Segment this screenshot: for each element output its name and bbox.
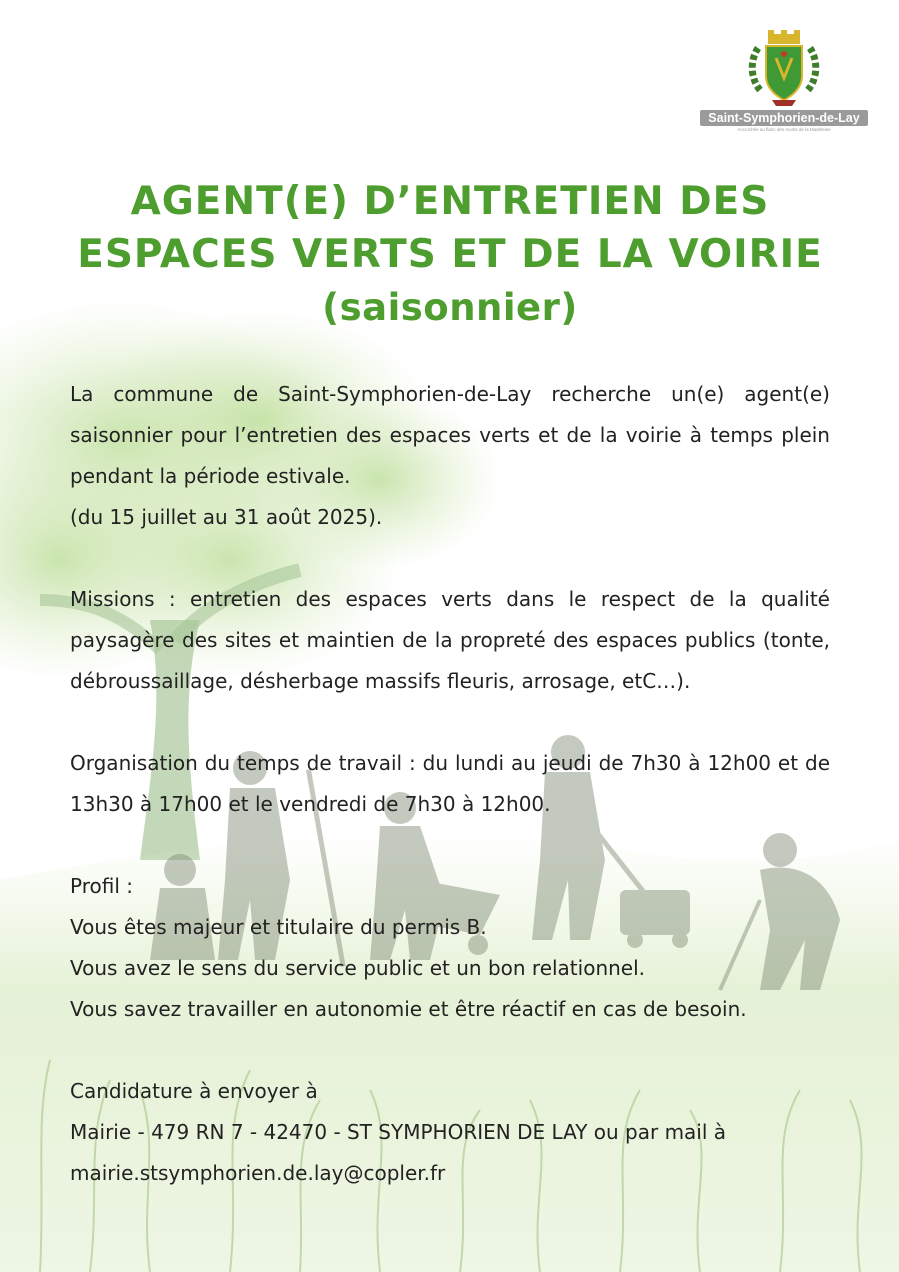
profil-line-2: Vous avez le sens du service public et un bon relationnel. [70,956,646,980]
intro-paragraph: La commune de Saint-Symphorien-de-Lay recherche un(e) agent(e) saisonnier pour l’entretien des espaces verts et de la voirie à temps plein pendant la période estivale. [70,382,830,488]
profil-heading: Profil : [70,874,133,898]
job-description [70,374,830,1194]
profil-line-3: Vous savez travailler en autonomie et être réactif en cas de besoin. [70,997,747,1021]
logo-town-name: Saint-Symphorien-de-Lay [700,110,868,126]
missions-paragraph: Missions : entretien des espaces verts dans le respect de la qualité paysagère des sites et maintien de la propreté des espaces publics (tonte, débroussaillage, désherbage massifs fleuris, arrosage, etC…). [70,587,830,693]
profil-line-1: Vous êtes majeur et titulaire du permis B. [70,915,487,939]
organisation-paragraph: Organisation du temps de travail : du lundi au jeudi de 7h30 à 12h00 et de 13h30 à 17h00 et le vendredi de 7h30 à 12h00. [70,751,830,816]
contact-email[interactable]: mairie.stsymphorien.de.lay@copler.fr [70,1161,446,1185]
municipal-logo [700,28,868,140]
title-line-1: AGENT(E) D’ENTRETIEN DES [130,179,770,224]
title-line-3: (saisonnier) [322,286,578,329]
candidature-address: Mairie - 479 RN 7 - 42470 - ST SYMPHORIEN DE LAY ou par mail à [70,1120,727,1144]
logo-tagline: Accrochée au flanc des monts de la Madeleine [737,127,831,132]
candidature-heading: Candidature à envoyer à [70,1079,318,1103]
page-title [40,175,860,334]
title-line-2: ESPACES VERTS ET DE LA VOIRIE [77,232,823,277]
coat-of-arms-icon [744,28,824,108]
intro-dates: (du 15 juillet au 31 août 2025). [70,505,383,529]
